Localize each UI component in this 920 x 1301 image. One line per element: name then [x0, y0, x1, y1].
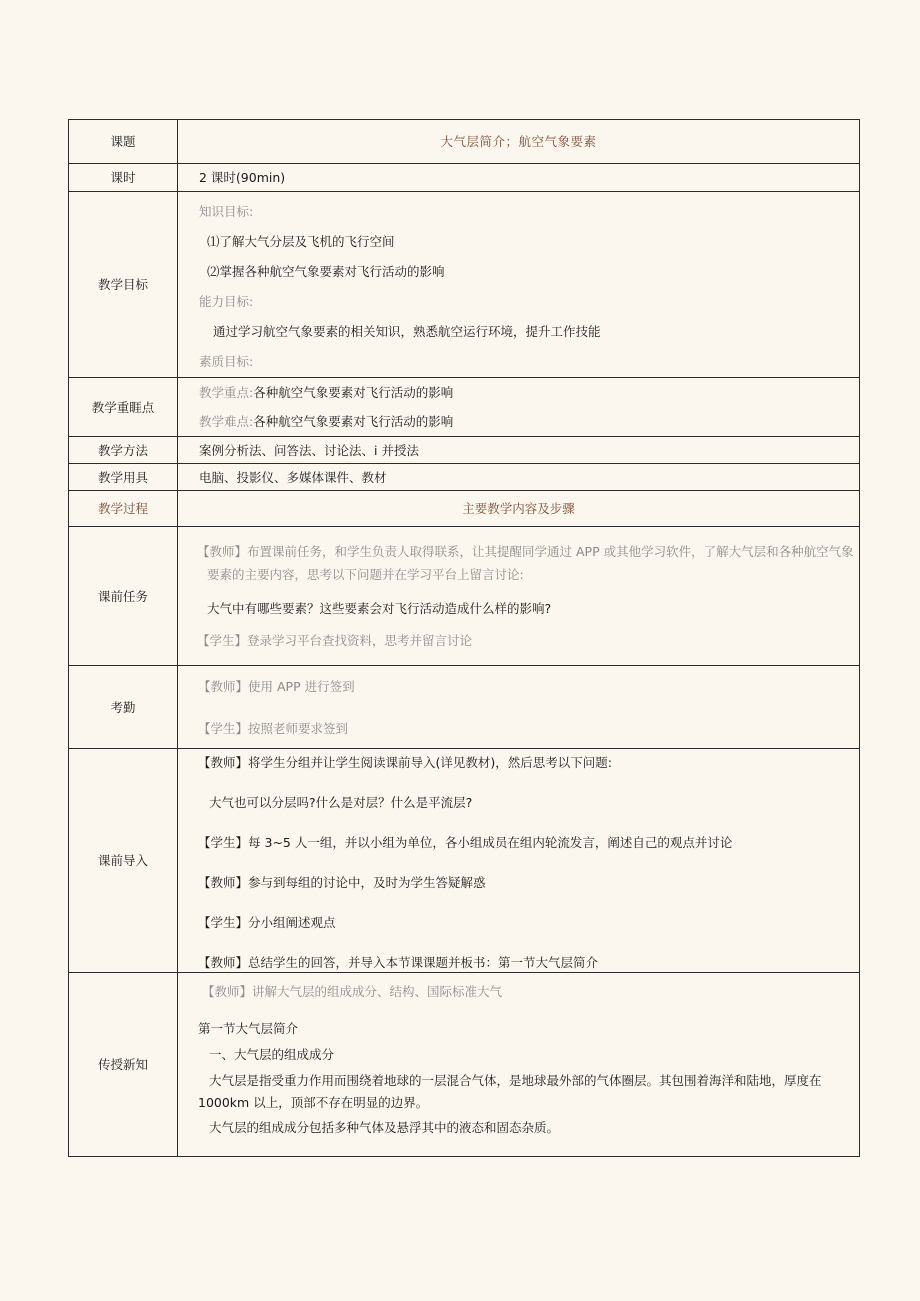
intro-label: 课前导入	[69, 749, 178, 973]
method-row	[69, 437, 860, 464]
knowledge-item-1: ⑴了解大气分层及飞机的飞行空间	[207, 234, 395, 249]
new-knowledge-content	[178, 973, 860, 1157]
intro-line-3-tag: 【学生】	[198, 835, 249, 850]
intro-line-1-tag: 【教师】	[198, 755, 249, 770]
pre-class-question: 大气中有哪些要素？这些要素会对飞行活动造成什么样的影响?	[207, 601, 552, 616]
key-points-row	[69, 378, 860, 437]
intro-line-4-text: 参与到每组的讨论中，及时为学生答疑解惑	[248, 875, 486, 890]
intro-line-5-text: 分小组阐述观点	[248, 915, 336, 930]
key-point-prefix: 教学重点:	[199, 385, 254, 400]
intro-line-4-tag: 【教师】	[198, 875, 249, 890]
quality-heading: 素质目标:	[199, 354, 254, 369]
pre-class-student	[197, 632, 855, 650]
method-value: 案例分析法、问答法、讨论法、i 并授法	[178, 437, 860, 464]
intro-line-5	[198, 914, 855, 932]
new-knowledge-teacher-text: 讲解大气层的组成成分、结构、国际标准大气	[252, 984, 503, 999]
intro-line-5-tag: 【学生】	[198, 915, 249, 930]
key-point-text: 各种航空气象要素对飞行活动的影响	[253, 385, 454, 400]
method-label: 教学方法	[69, 437, 178, 464]
process-header-row	[69, 491, 860, 527]
pre-class-content	[178, 527, 860, 666]
intro-line-6	[198, 954, 855, 972]
objectives-label: 教学目标	[69, 192, 178, 378]
attendance-teacher-tag: 【教师】	[198, 679, 249, 694]
attendance-label: 考勤	[69, 666, 178, 749]
section-title: 第一节大气层简介	[198, 1021, 299, 1036]
objectives-content	[178, 192, 860, 378]
topic-row	[69, 120, 860, 164]
intro-line-2: 大气也可以分层吗?什么是对层？什么是平流层?	[209, 795, 473, 810]
attendance-teacher-text: 使用 APP 进行签到	[248, 679, 355, 694]
attendance-content	[178, 666, 860, 749]
subsection-title: 一、大气层的组成成分	[209, 1047, 335, 1062]
knowledge-heading: 知识目标:	[199, 204, 254, 219]
pre-class-teacher-tag: 【教师】	[197, 544, 248, 559]
process-header-right: 主要教学内容及步骤	[178, 491, 860, 527]
pre-class-teacher	[197, 540, 855, 586]
topic-label: 课题	[69, 120, 178, 164]
intro-line-6-text: 总结学生的回答，并导入本节课课题并板书：第一节大气层简介	[248, 955, 599, 970]
attendance-student-tag: 【学生】	[198, 721, 249, 736]
pre-class-student-text: 登录学习平台查找资料，思考并留言讨论	[247, 633, 473, 648]
tools-label: 教学用具	[69, 464, 178, 491]
hours-label: 课时	[69, 164, 178, 192]
objectives-row	[69, 192, 860, 378]
ability-item-1: 通过学习航空气象要素的相关知识，熟悉航空运行环境，提升工作技能	[213, 324, 601, 339]
intro-line-6-tag: 【教师】	[198, 955, 249, 970]
difficult-point-line	[199, 407, 855, 436]
lesson-plan-table	[68, 119, 860, 1157]
intro-content	[178, 749, 860, 973]
key-points-content	[178, 378, 860, 437]
paragraph-1: 大气层是指受重力作用而围绕着地球的一层混合气体，是地球最外部的气体圈层。其包围着海洋和陆地，厚度在 1000km 以上，顶部不存在明显的边界。	[198, 1073, 822, 1110]
pre-class-row	[69, 527, 860, 666]
intro-line-4	[198, 874, 855, 892]
tools-row	[69, 464, 860, 491]
new-knowledge-teacher-tag: 【教师】	[202, 984, 253, 999]
intro-line-3-text: 每 3~5 人一组，并以小组为单位，各小组成员在组内轮流发言，阐述自己的观点并讨论	[248, 835, 733, 850]
ability-heading: 能力目标:	[199, 294, 254, 309]
attendance-row	[69, 666, 860, 749]
pre-class-label: 课前任务	[69, 527, 178, 666]
key-point-line	[199, 378, 855, 407]
pre-class-student-tag: 【学生】	[197, 633, 248, 648]
hours-value: 2 课时(90min)	[178, 164, 860, 192]
process-header-left: 教学过程	[69, 491, 178, 527]
paragraph-2: 大气层的组成成分包括多种气体及悬浮其中的液态和固态杂质。	[209, 1120, 560, 1135]
key-points-label: 教学重睚点	[69, 378, 178, 437]
difficult-point-text: 各种航空气象要素对飞行活动的影响	[253, 414, 454, 429]
intro-line-1	[198, 754, 855, 772]
knowledge-item-2: ⑵掌握各种航空气象要素对飞行活动的影响	[207, 264, 445, 279]
hours-row	[69, 164, 860, 192]
attendance-student-text: 按照老师要求签到	[248, 721, 349, 736]
tools-value: 电脑、投影仪、多媒体课件、教材	[178, 464, 860, 491]
difficult-point-prefix: 教学难点:	[199, 414, 254, 429]
intro-line-1-text: 将学生分组并让学生阅读课前导入(详见教材)，然后思考以下问题:	[248, 755, 612, 770]
intro-line-3	[198, 834, 855, 852]
intro-row	[69, 749, 860, 973]
attendance-teacher	[198, 678, 855, 696]
new-knowledge-row	[69, 973, 860, 1157]
attendance-student	[198, 720, 855, 738]
pre-class-teacher-text: 布置课前任务，和学生负责人取得联系，让其提醒同学通过 APP 或其他学习软件，了解大气层和各种航空气象要素的主要内容，思考以下问题并在学习平台上留言讨论:	[207, 544, 854, 582]
new-knowledge-label: 传授新知	[69, 973, 178, 1157]
new-knowledge-teacher	[198, 983, 855, 1001]
topic-title: 大气层简介；航空气象要素	[178, 120, 860, 164]
